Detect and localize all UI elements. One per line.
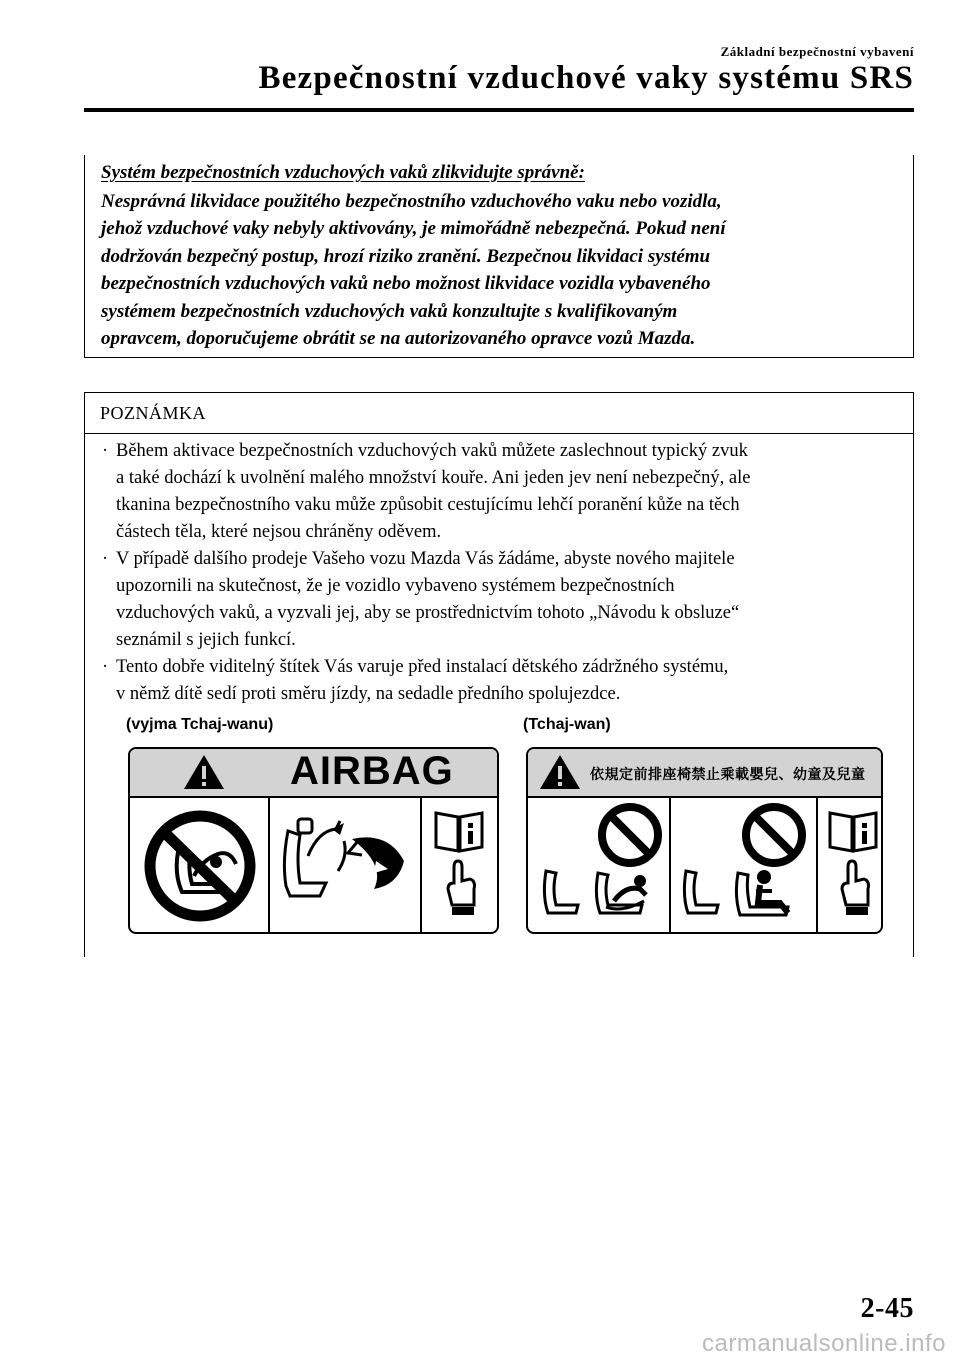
note-line: Tento dobře viditelný štítek Vás varuje před instalací dětského zádržného systému, — [116, 657, 729, 677]
note-line: a také dochází k uvolnění malého množství kouře. Ani jeden jev není nebezpečný, ale — [116, 468, 751, 488]
note-line: tkanina bezpečnostního vaku může způsobit cestujícímu lehčí poranění kůže na těch — [116, 495, 740, 515]
note-line: částech těla, které nejsou chráněny oděvem. — [116, 522, 442, 542]
warning-line: Nesprávná likvidace použitého bezpečnostního vzduchového vaku nebo vozidla, — [101, 191, 722, 212]
no-infant-seat-icon — [536, 801, 666, 926]
page-title: Bezpečnostní vzduchové vaky systému SRS — [258, 60, 914, 96]
warning-line: systémem bezpečnostních vzduchových vaků konzultujte s kvalifikovaným — [101, 300, 678, 322]
label-divider — [669, 796, 671, 932]
manual-info-icon — [430, 809, 490, 924]
warning-line: jehož vzduchové vaky nebyly aktivovány, je mimořádně nebezpečná. Pokud není — [101, 218, 726, 240]
label-caption-taiwan: (Tchaj-wan) — [523, 716, 611, 733]
no-child-seat-icon — [140, 804, 260, 924]
label-header — [130, 749, 497, 798]
warning-line: bezpečnostních vzduchových vaků nebo možnost likvidace vozidla vybaveného — [101, 273, 711, 295]
bullet: · — [102, 657, 109, 677]
note-line: Během aktivace bezpečnostních vzduchových vaků můžete zaslechnout typický zvuk — [116, 441, 748, 461]
note-list — [99, 438, 899, 708]
taiwan-warning-label — [526, 747, 883, 934]
note-line: vzduchových vaků, a vyzvali jej, aby se prostřednictvím tohoto „Návodu k obsluze“ — [116, 603, 740, 623]
header-divider — [84, 108, 914, 112]
watermark: carmanualsonline.info — [702, 1330, 946, 1357]
taiwan-label-text: 依規定前排座椅禁止乘載嬰兒、幼童及兒童 — [590, 767, 866, 783]
note-line: upozornili na skutečnost, že je vozidlo vybaveno systémem bezpečnostních — [116, 576, 675, 596]
warning-triangle-icon — [182, 753, 226, 791]
list-item — [99, 546, 899, 654]
warning-text — [101, 188, 901, 352]
warning-line: opravcem, doporučujeme obrátit se na autorizovaného opravce vozů Mazda. — [101, 328, 696, 350]
airbag-deploy-icon — [278, 811, 413, 921]
note-line: v němž dítě sedí proti směru jízdy, na sedadle předního spolujezdce. — [116, 684, 621, 704]
bullet: · — [102, 549, 109, 569]
warning-box — [84, 155, 914, 358]
airbag-label-word: AIRBAG — [290, 749, 454, 793]
page-number: 2-45 — [860, 1293, 914, 1324]
list-item — [99, 654, 899, 708]
note-title: POZNÁMKA — [100, 403, 207, 423]
label-caption-non-taiwan: (vyjma Tchaj-wanu) — [126, 716, 274, 733]
bullet: · — [102, 441, 109, 461]
airbag-warning-label — [128, 747, 499, 934]
label-header — [528, 749, 881, 798]
note-line: seznámil s jejich funkcí. — [116, 630, 296, 650]
label-divider — [268, 796, 270, 932]
manual-info-icon — [824, 809, 883, 924]
warning-heading: Systém bezpečnostních vzduchových vaků zlikvidujte správně: — [101, 162, 585, 183]
label-divider — [420, 796, 422, 932]
warning-triangle-icon — [538, 753, 582, 791]
section-title: Základní bezpečnostní vybavení — [720, 44, 914, 59]
note-divider — [85, 433, 913, 434]
note-line: V případě dalšího prodeje Vašeho vozu Mazda Vás žádáme, abyste nového majitele — [116, 549, 735, 569]
warning-line: dodržován bezpečný postup, hrozí riziko zranění. Bezpečnou likvidaci systému — [101, 245, 711, 267]
no-child-seat-icon — [676, 801, 811, 926]
list-item — [99, 438, 899, 546]
label-divider — [816, 796, 818, 932]
